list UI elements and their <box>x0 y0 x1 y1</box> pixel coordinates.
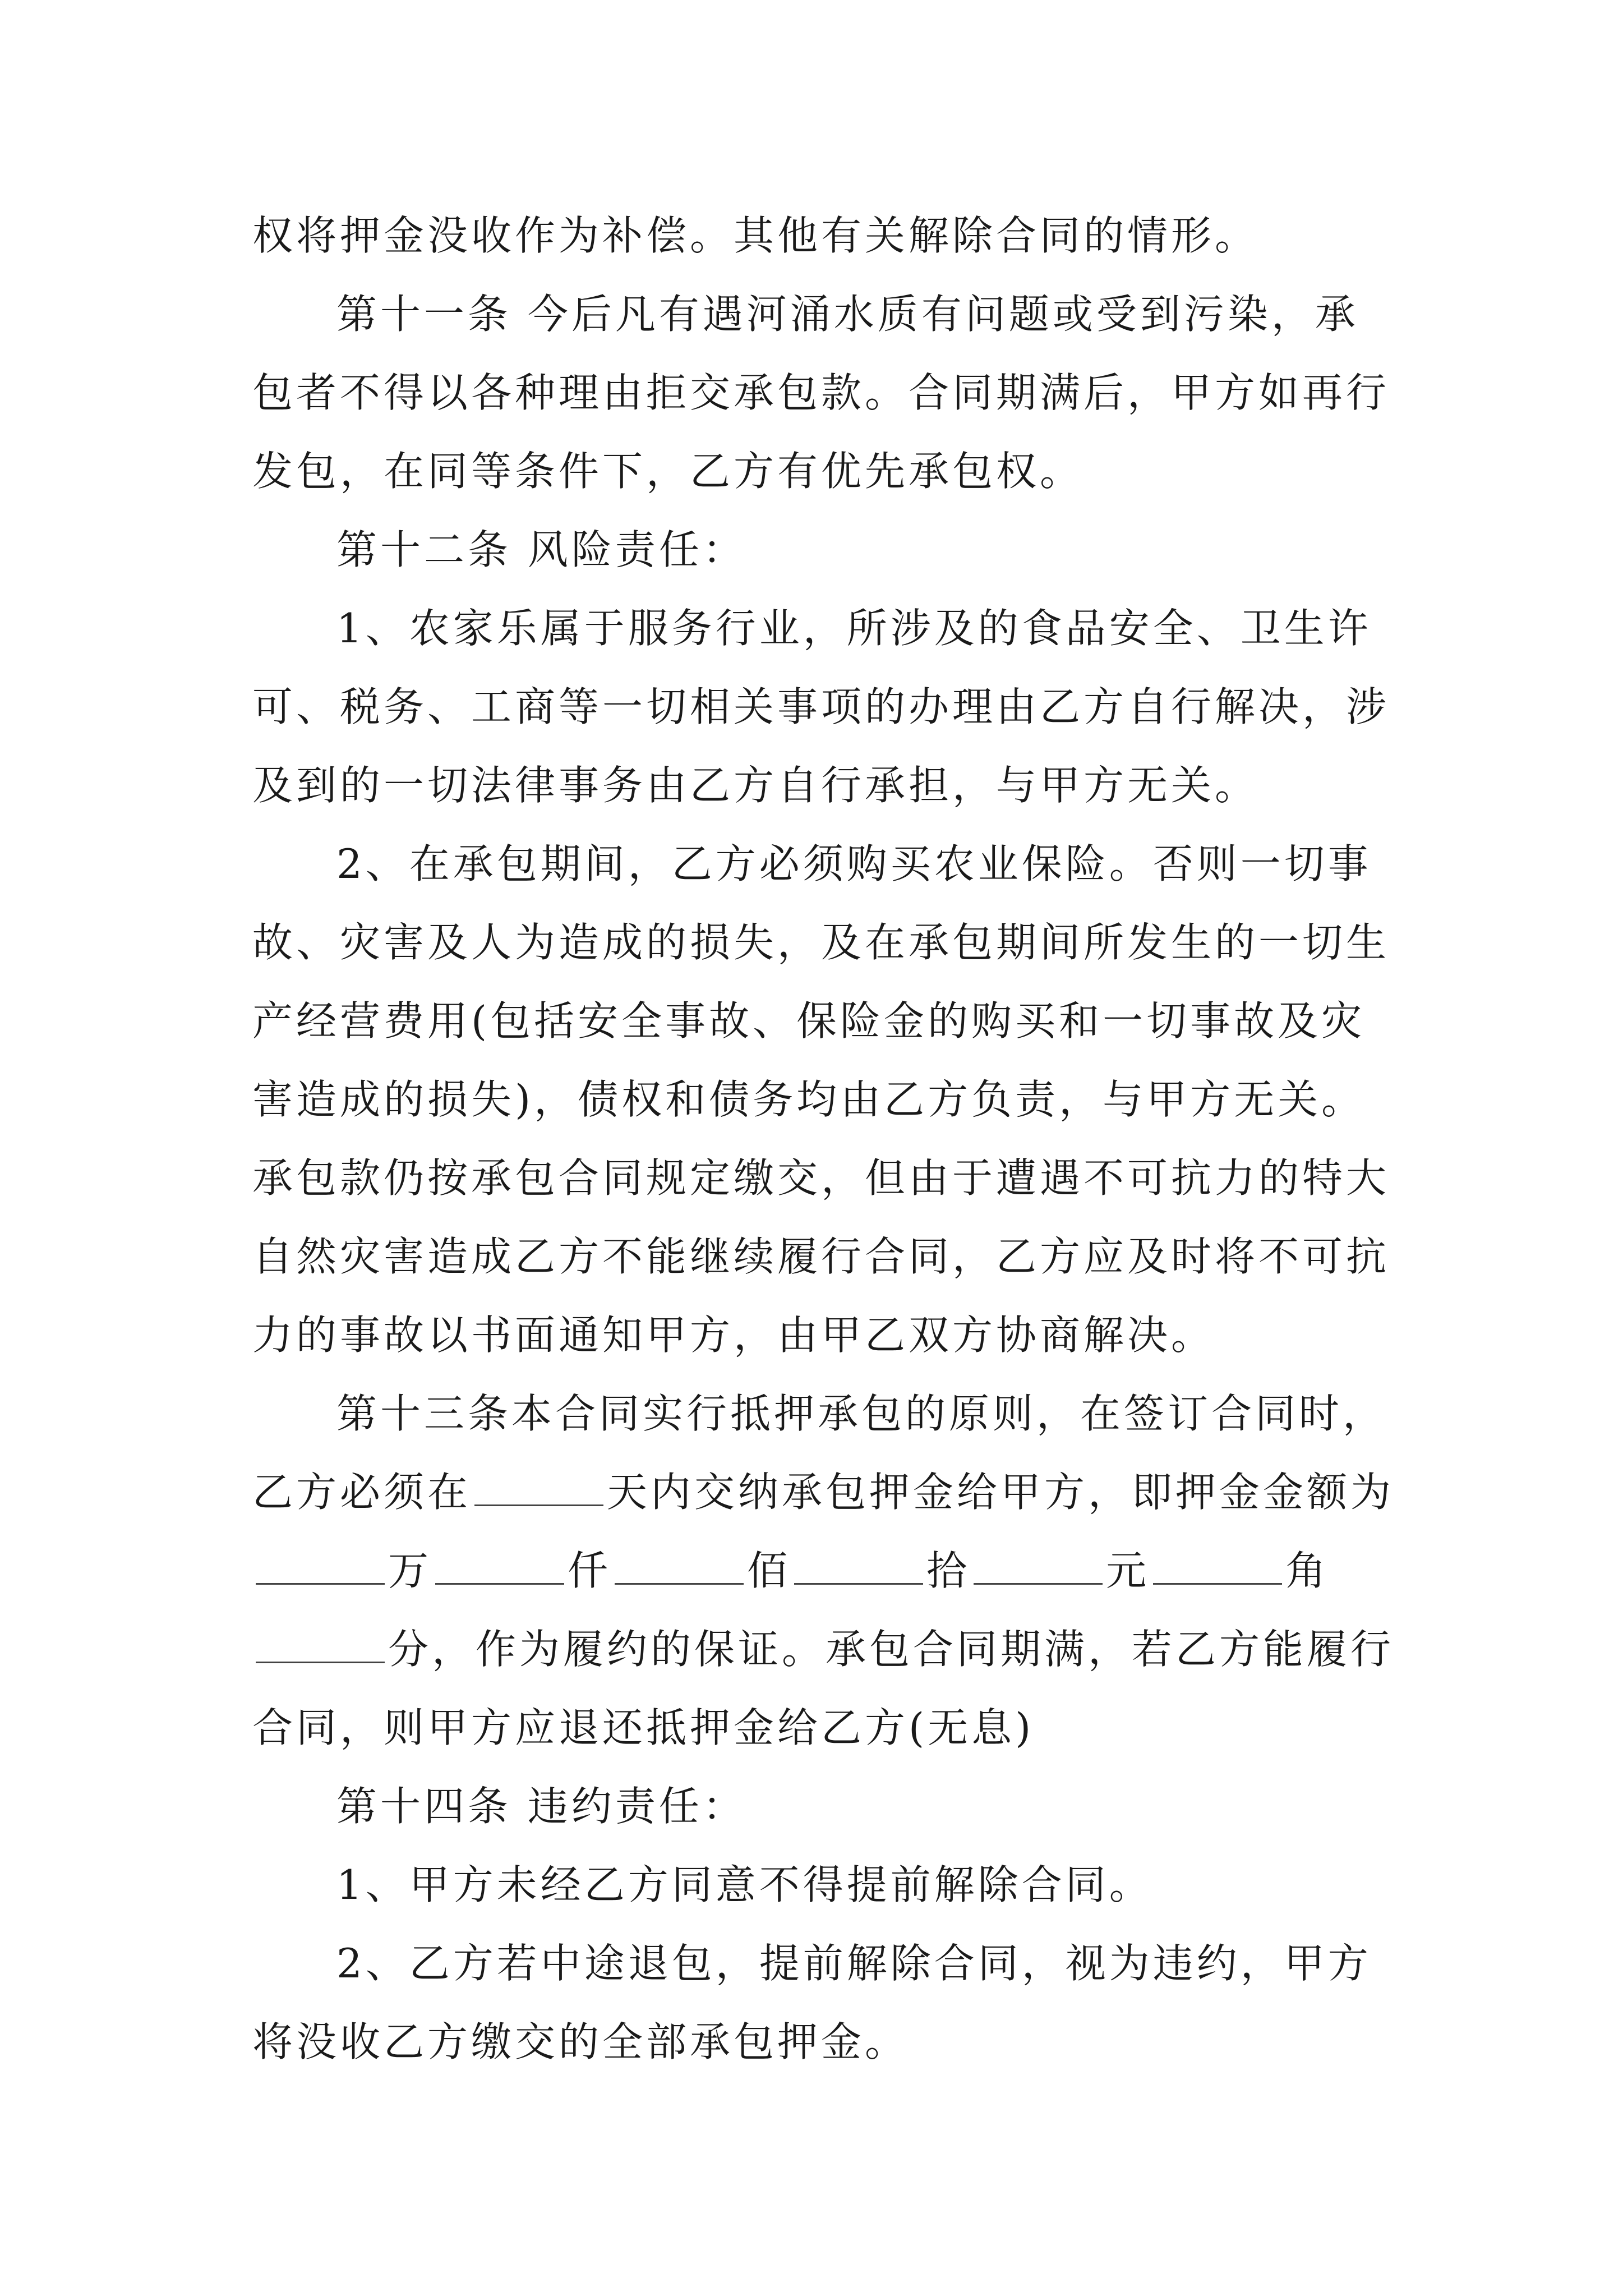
article-12-heading: 第十二条 风险责任： <box>336 526 746 573</box>
blank-amount <box>974 1549 1103 1585</box>
unit-label: 角 <box>1285 1547 1330 1594</box>
text-line: 将没收乙方缴交的全部承包押金。 <box>252 2018 909 2065</box>
text-fragment: 天内交纳承包押金给甲方，即押金金额为 <box>607 1469 1395 1516</box>
article-11-heading: 第十一条 今后凡有遇河涌水质有问题或受到污染，承 <box>336 291 1359 338</box>
unit-label: 仟 <box>568 1547 612 1594</box>
amount-line <box>252 1545 1329 1596</box>
blank-amount <box>1153 1549 1282 1585</box>
blank-amount <box>256 1549 385 1585</box>
text-line: 害造成的损失)，债权和债务均由乙方负责，与甲方无关。 <box>252 1076 1366 1123</box>
text-line: 故、灾害及人为造成的损失，及在承包期间所发生的一切生 <box>252 919 1390 966</box>
text-line: 自然灾害造成乙方不能继续履行合同，乙方应及时将不可抗 <box>252 1233 1390 1280</box>
text-line: 2、在承包期间，乙方必须购买农业保险。否则一切事 <box>336 840 1372 887</box>
text-line: 包者不得以各种理由拒交承包款。合同期满后，甲方如再行 <box>252 369 1390 416</box>
blank-amount <box>794 1549 923 1585</box>
text-line <box>252 1624 1394 1674</box>
unit-label: 佰 <box>747 1547 791 1594</box>
article-14-heading: 第十四条 违约责任： <box>336 1783 746 1830</box>
unit-label: 万 <box>388 1547 432 1594</box>
text-line <box>252 1467 1394 1517</box>
unit-label: 拾 <box>926 1547 971 1594</box>
text-line: 合同，则甲方应退还抵押金给乙方(无息) <box>252 1704 1035 1751</box>
text-line: 发包，在同等条件下，乙方有优先承包权。 <box>252 448 1084 495</box>
text-line: 产经营费用(包括安全事故、保险金的购买和一切事故及灾 <box>252 997 1366 1045</box>
text-fragment: 乙方必须在 <box>252 1469 472 1516</box>
text-line: 2、乙方若中途退包，提前解除合同，视为违约，甲方 <box>336 1940 1372 1987</box>
text-fragment: 分，作为履约的保证。承包合同期满，若乙方能履行 <box>388 1626 1395 1673</box>
text-line: 承包款仍按承包合同规定缴交，但由于遭遇不可抗力的特大 <box>252 1154 1390 1202</box>
article-13-heading: 第十三条本合同实行抵押承包的原则，在签订合同时， <box>336 1390 1387 1437</box>
blank-amount <box>615 1549 744 1585</box>
text-line: 权将押金没收作为补偿。其他有关解除合同的情形。 <box>252 212 1259 259</box>
unit-label: 元 <box>1106 1547 1150 1594</box>
blank-days <box>474 1471 603 1506</box>
text-line: 1、甲方未经乙方同意不得提前解除合同。 <box>336 1861 1153 1908</box>
text-line: 1、农家乐属于服务行业，所涉及的食品安全、卫生许 <box>336 605 1372 652</box>
text-line: 力的事故以书面通知甲方，由甲乙双方协商解决。 <box>252 1312 1215 1359</box>
text-line: 可、税务、工商等一切相关事项的办理由乙方自行解决，涉 <box>252 683 1390 730</box>
blank-amount <box>435 1549 564 1585</box>
text-line: 及到的一切法律事务由乙方自行承担，与甲方无关。 <box>252 762 1259 809</box>
blank-amount <box>256 1628 385 1663</box>
